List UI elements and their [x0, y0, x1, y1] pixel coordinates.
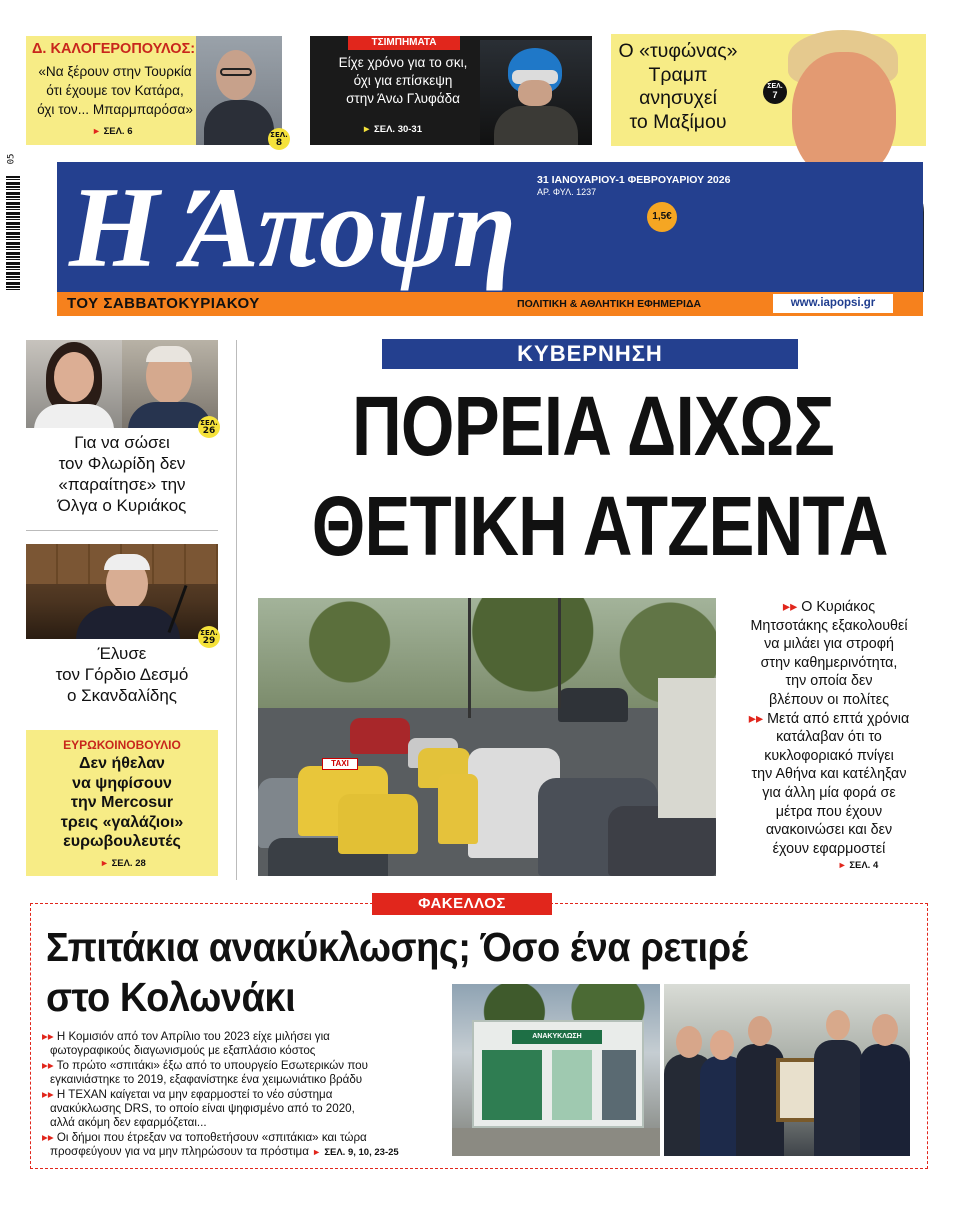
olga-photo	[26, 340, 122, 428]
taxi-sign: TAXI	[322, 758, 358, 770]
sidebar-story-3[interactable]	[26, 730, 218, 876]
folder-kicker: ΦΑΚΕΛΛΟΣ	[372, 893, 552, 915]
double-arrow-icon: ▸▸	[782, 599, 798, 615]
folder-bullet-1: ▸▸ Η Κομισιόν από τον Απρίλιο του 2023 είχε μιλήσει για φωτογραφικούς διαγωνισμούς με εξαπλάσιο κόστος	[42, 1030, 330, 1058]
face-shape	[710, 1030, 734, 1060]
pole-shape	[468, 598, 471, 718]
kiosk-panel-shape	[552, 1050, 592, 1120]
florides-photo	[122, 340, 218, 428]
kiosk-panel-shape	[482, 1050, 542, 1120]
kiosk-machine-shape	[602, 1050, 636, 1120]
double-arrow-icon: ▸▸	[748, 710, 764, 727]
suit-shape	[814, 1040, 862, 1156]
triangle-icon: ►	[312, 1147, 322, 1158]
traffic-photo	[258, 598, 716, 876]
sidebar-story-2-badge: ΣΕΛ. 29	[198, 626, 220, 648]
folder-bullets	[42, 1030, 452, 1161]
ground-shape	[452, 1128, 660, 1156]
teaser-middle-text: Είχε χρόνο για το σκι, όχι για επίσκεψη στην Άνω Γλυφάδα	[338, 55, 468, 106]
skandalidis-photo	[26, 544, 218, 639]
sidebar-story-1-badge: ΣΕΛ. 26	[198, 416, 220, 438]
face-shape	[826, 1010, 850, 1040]
sidebar-story-1[interactable]	[26, 340, 218, 520]
face-shape	[518, 80, 552, 106]
sidebar-story-3-text: Δεν ήθελαν να ψηφίσουν την Mercosur τρεις «γαλάζιοι» ευρωβουλευτές	[60, 755, 184, 850]
recycling-kiosk-photo	[452, 984, 660, 1156]
face-shape	[676, 1026, 702, 1058]
pole-shape	[558, 598, 561, 708]
triangle-icon: ►	[100, 858, 109, 868]
glasses-shape	[220, 68, 252, 76]
barcode	[2, 152, 24, 322]
face-shape	[872, 1014, 898, 1046]
triangle-icon: ►	[92, 126, 101, 136]
masthead	[57, 162, 923, 296]
main-page-ref: ► ΣΕΛ. 4	[837, 860, 879, 872]
masthead-subtitle: ΤΟΥ ΣΑΒΒΑΤΟΚΥΡΙΑΚΟΥ	[67, 295, 260, 312]
folder-bullet-3: ▸▸ Η ΤΕΧΑΝ καίγεται να μην εφαρμοστεί το νέο σύστημα ανακύκλωσης DRS, το οποίο είναι ψηφισμένο από το 2020, αλλά ακόμη δεν εφαρμόζεται...	[42, 1087, 355, 1130]
double-arrow-icon: ▸▸	[42, 1087, 54, 1101]
masthead-title: Η Άποψη	[69, 164, 516, 292]
sidebar-story-1-text: Για να σώσει τον Φλωρίδη δεν «παραίτησε» την Όλγα ο Κυριάκος	[57, 433, 187, 515]
teaser-left-badge: ΣΕΛ. 8	[268, 128, 290, 150]
masthead-url[interactable]: www.iapopsi.gr	[773, 294, 893, 313]
suit-shape	[204, 100, 274, 145]
suit-shape	[76, 606, 180, 639]
teaser-left[interactable]	[26, 36, 288, 148]
folder-bullet-2: ▸▸ Το πρώτο «σπιτάκι» έξω από το υπουργείο Εσωτερικών που εγκαινιάστηκε το 2019, εξαφανίστηκε ένα χειμωνιάτικο βράδυ	[42, 1058, 368, 1087]
dress-shape	[34, 404, 114, 428]
double-arrow-icon: ▸▸	[42, 1030, 54, 1043]
folder-bullet-4: ▸▸ Οι δήμοι που έτρεξαν να τοποθετήσουν «σπιτάκια» και τώρα προσφεύγουν για να μην πληρώσουν τα πρόστιμα ► ΣΕΛ. 9, 10, 23-25	[42, 1130, 399, 1159]
triangle-icon: ►	[837, 860, 847, 871]
teaser-middle[interactable]	[310, 36, 592, 145]
car-shape	[350, 718, 410, 754]
teaser-right-text: Ο «τυφώνας» Τραμπ ανησυχεί το Μαξίμου	[618, 40, 738, 133]
teaser-right-badge: ΣΕΛ. 7	[763, 80, 787, 104]
sidebar-story-2[interactable]	[26, 544, 218, 710]
barcode-bars	[6, 176, 20, 292]
main-bullets	[724, 598, 934, 873]
sidebar-story-2-text: Έλυσε τον Γόρδιο Δεσμό ο Σκανδαλίδης	[55, 644, 189, 705]
face-shape	[748, 1016, 772, 1046]
price-badge: 1,5€	[647, 202, 677, 232]
kalogeropoulos-photo	[196, 36, 282, 145]
main-kicker: ΚΥΒΕΡΝΗΣΗ	[382, 339, 798, 369]
main-headline: ΠΟΡΕΙΑ ΔΙΧΩΣ ΘΕΤΙΚΗ ΑΤΖΕΝΤΑ	[311, 379, 888, 573]
teaser-left-page: ► ΣΕΛ. 6	[92, 126, 133, 137]
masthead-date: 31 ΙΑΝΟΥΑΡΙΟΥ-1 ΦΕΒΡΟΥΑΡΙΟΥ 2026	[537, 174, 731, 186]
officials-group-photo	[664, 984, 910, 1156]
double-arrow-icon: ▸▸	[42, 1130, 54, 1144]
kiosk-sign: ΑΝΑΚΥΚΛΩΣΗ	[512, 1030, 602, 1044]
jacket-shape	[494, 106, 578, 145]
hair-shape	[146, 346, 192, 362]
masthead-tagline: ΠΟΛΙΤΙΚΗ & ΑΘΛΗΤΙΚΗ ΕΦΗΜΕΡΙΔΑ	[517, 298, 702, 310]
barcode-top-number: 05	[6, 153, 17, 165]
taxi-shape	[338, 794, 418, 854]
masthead-bottom-bar	[57, 292, 923, 316]
folder-headline: Σπιτάκια ανακύκλωσης; Όσο ένα ρετιρέ στο Κολωνάκι	[46, 924, 748, 1020]
teaser-left-quote: «Να ξέρουν στην Τουρκία ότι έχουμε τον Κατάρα, όχι τον... Μπαρμπαρόσα»	[37, 64, 193, 117]
microphone-shape	[168, 585, 188, 633]
sidebar-divider-1	[26, 530, 218, 531]
sidebar-divider	[236, 340, 237, 880]
double-arrow-icon: ▸▸	[42, 1058, 54, 1072]
suit-shape	[860, 1044, 910, 1156]
skier-photo	[480, 40, 592, 145]
bus-shape	[658, 678, 716, 818]
bullet-2: ▸▸ Μετά από επτά χρόνια κατάλαβαν ότι το κυκλοφοριακό πνίγει την Αθήνα και κατέληξαν για άλλη μία φορά σε μέτρα που έχουν ανακοινώσει και δεν έχουν εφαρμοστεί	[748, 710, 910, 857]
taxi-shape	[438, 774, 478, 844]
trees-shape	[258, 598, 716, 708]
car-shape	[558, 688, 628, 722]
face-shape	[792, 52, 896, 180]
hair-shape	[104, 554, 150, 570]
teaser-middle-page: ► ΣΕΛ. 30-31	[362, 124, 422, 135]
sidebar-story-3-page: ► ΣΕΛ. 28	[100, 858, 146, 869]
masthead-issue: ΑΡ. ΦΥΛ. 1237	[537, 187, 597, 197]
bullet-1: ▸▸ Ο Κυριάκος Μητσοτάκης εξακολουθεί να μιλάει για στροφή στην καθημερινότητα, την οποία δεν βλέπουν οι πολίτες	[750, 599, 908, 708]
teaser-left-name: Δ. ΚΑΛΟΓΕΡΟΠΟΥΛΟΣ:	[32, 41, 196, 57]
teaser-middle-kicker: ΤΣΙΜΠΗΜΑΤΑ	[348, 36, 460, 50]
sidebar-story-3-kicker: ΕΥΡΩΚΟΙΝΟΒΟΥΛΙΟ	[63, 738, 181, 752]
face-shape	[54, 352, 94, 402]
